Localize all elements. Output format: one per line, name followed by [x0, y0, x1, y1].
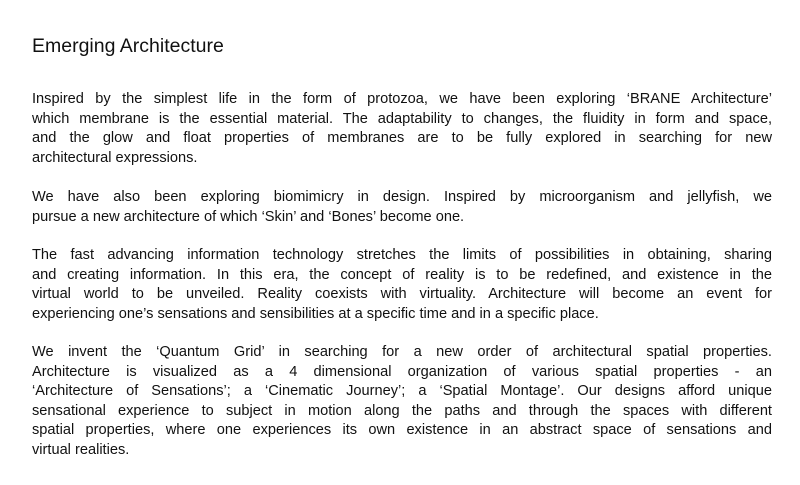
paragraph-line: The fast advancing information technology stretches the limits of possibilities in obtaining, sharing [32, 247, 772, 263]
paragraph-line: and the glow and float properties of membranes are to be fully explored in searching for new [32, 130, 772, 146]
paragraph-line: Architecture is visualized as a 4 dimensional organization of various spatial properties - an [32, 363, 772, 380]
paragraph-line: We have also been exploring biomimicry in design. Inspired by microorganism and jellyfish, we [32, 189, 772, 205]
paragraph-line: architectural expressions. [32, 149, 198, 166]
paragraph-line: Inspired by the simplest life in the form of protozoa, we have been exploring ‘BRANE Architecture’ [32, 91, 772, 107]
paragraph-line: virtual world to be unveiled. Reality coexists with virtuality. Architecture will become an event for [32, 286, 772, 302]
document-title: Emerging Architecture [32, 35, 224, 57]
paragraph-brane-architecture [32, 90, 772, 168]
paragraph-quantum-grid [32, 343, 772, 460]
paragraph-line: We invent the ‘Quantum Grid’ in searching for a new order of architectural spatial properties. [32, 344, 772, 360]
paragraph-line: sensational experience to subject in motion along the paths and through the spaces with different [32, 402, 772, 419]
paragraph-biomimicry [32, 188, 772, 227]
paragraph-line: which membrane is the essential material. The adaptability to changes, the fluidity in form and space, [32, 110, 772, 127]
paragraph-information-technology [32, 246, 772, 324]
paragraph-line: spatial properties, where one experiences its own existence in an abstract space of sensations and [32, 422, 772, 438]
paragraph-line: experiencing one’s sensations and sensibilities at a specific time and in a specific place. [32, 305, 599, 322]
paragraph-line: virtual realities. [32, 441, 130, 458]
paragraph-line: and creating information. In this era, the concept of reality is to be redefined, and existence in the [32, 266, 772, 283]
paragraph-line: ‘Architecture of Sensations’; a ‘Cinematic Journey’; a ‘Spatial Montage’. Our designs afford unique [32, 383, 772, 399]
paragraph-line: pursue a new architecture of which ‘Skin’ and ‘Bones’ become one. [32, 208, 465, 225]
